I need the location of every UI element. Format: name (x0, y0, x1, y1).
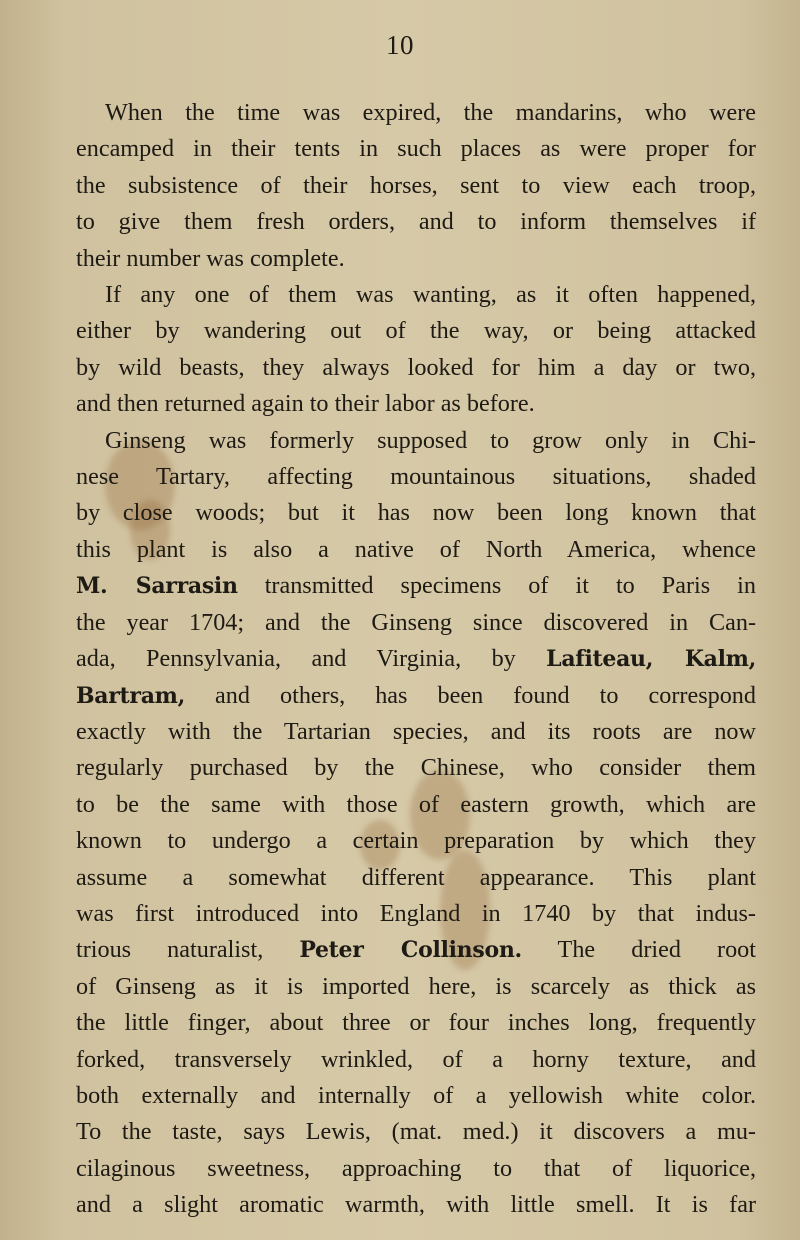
text-line (76, 896, 756, 932)
text-line (76, 386, 756, 422)
text-line (76, 423, 756, 459)
text-segment: and then returned again to their labor as before. (76, 390, 535, 418)
text-segment: known to undergo a certain preparation by which they (76, 827, 756, 855)
text-segment: and a slight aromatic warmth, with little smell. It is far (76, 1191, 756, 1219)
text-segment: and others, has been found to correspond (185, 681, 756, 709)
text-segment: of Ginseng as it is imported here, is scarcely as thick as (76, 972, 756, 1000)
paragraph (76, 95, 756, 277)
text-segment: If any one of them was wanting, as it often happened, (105, 281, 756, 309)
proper-name: M. Sarrasin (76, 573, 238, 600)
text-segment: both externally and internally of a yellowish white color. (76, 1081, 756, 1109)
proper-name: Bartram, (76, 682, 185, 709)
text-line (76, 241, 756, 277)
text-line (76, 860, 756, 896)
text-segment: their number was complete. (76, 244, 345, 272)
text-segment: To the taste, says Lewis, (mat. med.) it discovers a mu- (76, 1118, 756, 1146)
text-segment: The dried root (521, 936, 756, 964)
text-line (76, 1187, 756, 1223)
text-line (76, 204, 756, 240)
text-line (76, 1114, 756, 1150)
text-line (76, 678, 756, 714)
body-text (76, 95, 756, 1224)
text-segment: this plant is also a native of North America, whence (76, 535, 756, 563)
text-segment: When the time was expired, the mandarins, who were (105, 99, 756, 126)
text-line (76, 168, 756, 204)
text-line (76, 750, 756, 786)
text-segment: nese Tartary, affecting mountainous situations, shaded (76, 463, 756, 491)
text-segment: by wild beasts, they always looked for him a day or two, (76, 353, 756, 381)
text-line (76, 568, 756, 604)
text-line (76, 313, 756, 349)
text-segment: forked, transversely wrinkled, of a horny texture, and (76, 1045, 756, 1073)
text-segment: regularly purchased by the Chinese, who consider them (76, 754, 756, 782)
text-line (76, 641, 756, 677)
paragraph (76, 277, 756, 423)
text-line (76, 605, 756, 641)
text-segment: to be the same with those of eastern growth, which are (76, 790, 756, 818)
text-segment: either by wandering out of the way, or being attacked (76, 317, 756, 345)
text-line (76, 823, 756, 859)
text-segment: the subsistence of their horses, sent to view each troop, (76, 171, 756, 199)
text-line (76, 95, 756, 131)
text-line (76, 495, 756, 531)
text-line (76, 1078, 756, 1114)
text-line (76, 532, 756, 568)
text-segment: ada, Pennsylvania, and Virginia, by (76, 645, 547, 673)
text-segment: the year 1704; and the Ginseng since discovered in Can- (76, 608, 756, 636)
text-line (76, 459, 756, 495)
paragraph (76, 423, 756, 1224)
text-line (76, 277, 756, 313)
text-segment: to give them fresh orders, and to inform themselves if (76, 208, 756, 236)
text-segment: assume a somewhat different appearance. This plant (76, 863, 756, 891)
proper-name: Peter Collinson. (299, 937, 522, 964)
text-line (76, 131, 756, 167)
proper-name: Lafiteau, Kalm, (546, 646, 756, 673)
text-segment: Ginseng was formerly supposed to grow only in Chi- (105, 426, 756, 454)
text-line (76, 787, 756, 823)
text-segment: the little finger, about three or four inches long, frequently (76, 1009, 756, 1037)
text-line (76, 932, 756, 968)
text-segment: by close woods; but it has now been long known that (76, 499, 756, 527)
text-segment: cilaginous sweetness, approaching to that of liquorice, (76, 1154, 756, 1182)
text-segment: transmitted specimens of it to Paris in (237, 572, 756, 600)
text-line (76, 1005, 756, 1041)
text-segment: trious naturalist, (76, 936, 300, 964)
text-segment: encamped in their tents in such places as were proper for (76, 135, 756, 163)
text-line (76, 714, 756, 750)
text-segment: was first introduced into England in 1740 by that indus- (76, 899, 756, 927)
text-line (76, 969, 756, 1005)
text-line (76, 1042, 756, 1078)
page-number: 10 (386, 30, 414, 60)
text-segment: exactly with the Tartarian species, and its roots are now (76, 717, 756, 745)
text-line (76, 1151, 756, 1187)
text-line (76, 350, 756, 386)
